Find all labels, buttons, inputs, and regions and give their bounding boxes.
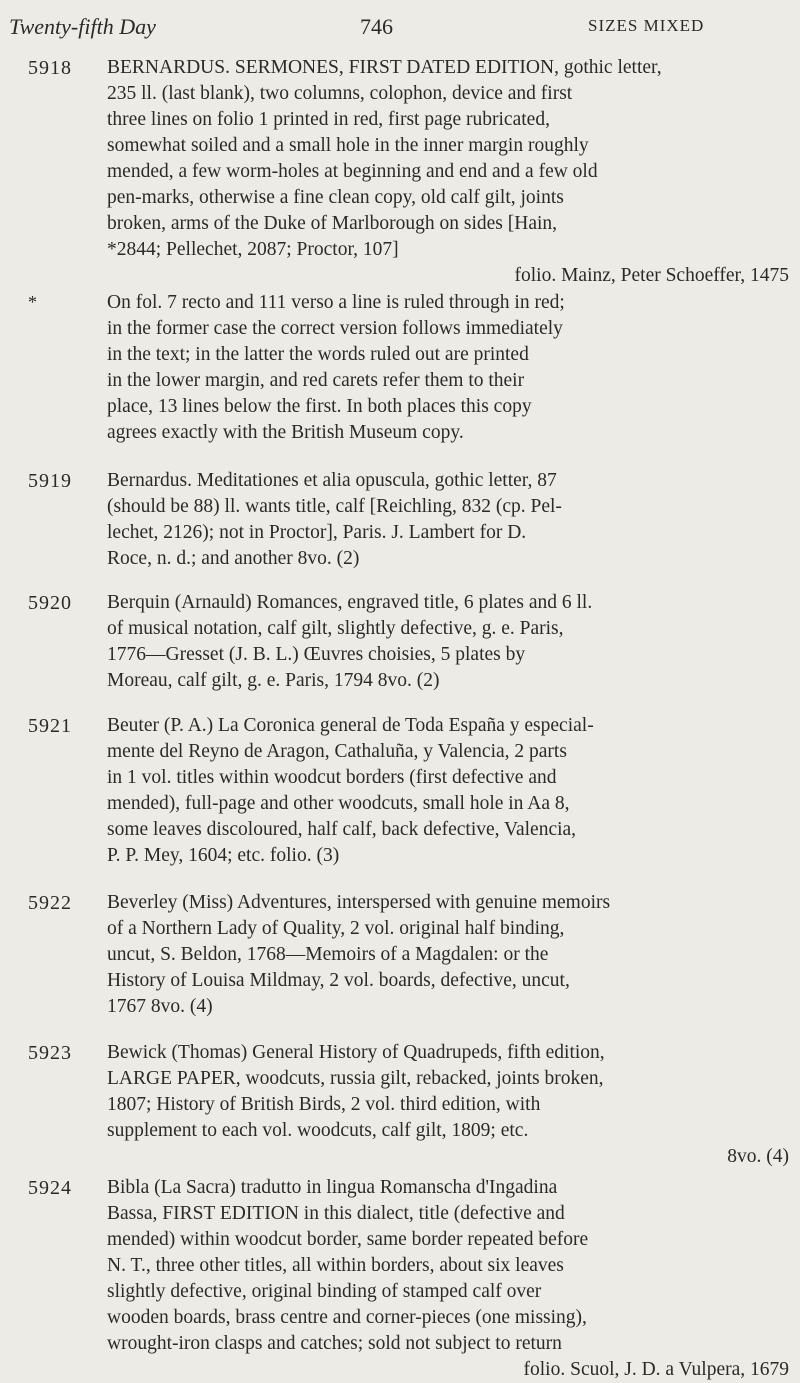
footnote-line: agrees exactly with the British Museum copy. — [107, 422, 464, 443]
description-line: 1776—Gresset (J. B. L.) Œuvres choisies, 5 plates by — [107, 644, 526, 665]
description-line: some leaves discoloured, half calf, back defective, Valencia, — [107, 819, 577, 840]
lot-description — [107, 713, 789, 869]
description-line: N. T., three other titles, all within borders, about six leaves — [107, 1255, 564, 1276]
format-line: 8vo. (4) — [727, 1146, 789, 1167]
lot-description — [107, 890, 789, 1020]
description-line: in 1 vol. titles within woodcut borders (first defective and — [107, 767, 557, 788]
footnote-line: in the lower margin, and red carets refer them to their — [107, 370, 525, 391]
description-line: (should be 88) ll. wants title, calf [Reichling, 832 (cp. Pel- — [107, 496, 562, 517]
lot-description — [107, 55, 789, 289]
page-header — [0, 10, 800, 42]
description-line: P. P. Mey, 1604; etc. folio. (3) — [107, 845, 340, 866]
page-number: 746 — [360, 14, 393, 39]
description-line: wrought-iron clasps and catches; sold not subject to return — [107, 1333, 562, 1354]
description-line: Beverley (Miss) Adventures, interspersed with genuine memoirs — [107, 892, 611, 913]
description-line: Moreau, calf gilt, g. e. Paris, 1794 8vo. (2) — [107, 670, 440, 691]
description-line: of a Northern Lady of Quality, 2 vol. original half binding, — [107, 918, 565, 939]
lot-description — [107, 1040, 789, 1170]
description-line: Beuter (P. A.) La Coronica general de Toda España y especial- — [107, 715, 594, 736]
format-imprint-line: folio. Scuol, J. D. a Vulpera, 1679 — [523, 1359, 789, 1380]
description-line: slightly defective, original binding of stamped calf over — [107, 1281, 542, 1302]
description-line: Bassa, FIRST EDITION in this dialect, title (defective and — [107, 1203, 565, 1224]
description-line: History of Louisa Mildmay, 2 vol. boards, defective, uncut, — [107, 970, 570, 991]
lot-number: 5924 — [28, 1177, 72, 1199]
lot-description — [107, 468, 789, 572]
description-line: wooden boards, brass centre and corner-pieces (one missing), — [107, 1307, 587, 1328]
description-line: Berquin (Arnauld) Romances, engraved title, 6 plates and 6 ll. — [107, 592, 593, 613]
description-line: somewhat soiled and a small hole in the inner margin roughly — [107, 135, 589, 156]
description-line: mente del Reyno de Aragon, Cathaluña, y Valencia, 2 parts — [107, 741, 567, 762]
description-line: LARGE PAPER, woodcuts, russia gilt, rebacked, joints broken, — [107, 1068, 604, 1089]
description-line: 1767 8vo. (4) — [107, 996, 213, 1017]
footnote-line: On fol. 7 recto and 111 verso a line is ruled through in red; — [107, 292, 565, 313]
footnote-asterisk-icon: * — [28, 292, 37, 312]
lot-number: 5918 — [28, 57, 72, 79]
description-line: Bibla (La Sacra) tradutto in lingua Romanscha d'Ingadina — [107, 1177, 558, 1198]
footnote-line: in the text; in the latter the words ruled out are printed — [107, 344, 529, 365]
description-line: three lines on folio 1 printed in red, first page rubricated, — [107, 109, 550, 130]
description-line: 235 ll. (last blank), two columns, colophon, device and first — [107, 83, 573, 104]
description-line: of musical notation, calf gilt, slightly defective, g. e. Paris, — [107, 618, 564, 639]
description-line: 1807; History of British Birds, 2 vol. third edition, with — [107, 1094, 541, 1115]
description-line: lechet, 2126); not in Proctor], Paris. J. Lambert for D. — [107, 522, 527, 543]
footnote-line: in the former case the correct version follows immediately — [107, 318, 563, 339]
lot-number: 5922 — [28, 892, 72, 914]
description-line: BERNARDUS. SERMONES, FIRST DATED EDITION, gothic letter, — [107, 57, 662, 78]
description-line: broken, arms of the Duke of Marlborough on sides [Hain, — [107, 213, 558, 234]
running-head-title: Twenty-fifth Day — [9, 14, 156, 39]
lot-description — [107, 1175, 789, 1383]
footnote-text — [107, 290, 789, 446]
description-line: Bewick (Thomas) General History of Quadrupeds, fifth edition, — [107, 1042, 605, 1063]
description-line: pen-marks, otherwise a fine clean copy, old calf gilt, joints — [107, 187, 564, 208]
running-head-section: SIZES MIXED — [588, 16, 705, 35]
footnote-line: place, 13 lines below the first. In both places this copy — [107, 396, 532, 417]
lot-number: 5920 — [28, 592, 72, 614]
description-line: mended, a few worm-holes at beginning and end and a few old — [107, 161, 598, 182]
description-line: mended) within woodcut border, same border repeated before — [107, 1229, 589, 1250]
description-line: supplement to each vol. woodcuts, calf gilt, 1809; etc. — [107, 1120, 529, 1141]
description-line: mended), full-page and other woodcuts, small hole in Aa 8, — [107, 793, 570, 814]
description-line: Roce, n. d.; and another 8vo. (2) — [107, 548, 360, 569]
lot-number: 5919 — [28, 470, 72, 492]
lot-description — [107, 590, 789, 694]
description-line: uncut, S. Beldon, 1768—Memoirs of a Magdalen: or the — [107, 944, 549, 965]
lot-number: 5921 — [28, 715, 72, 737]
description-line: *2844; Pellechet, 2087; Proctor, 107] — [107, 239, 399, 260]
format-imprint-line: folio. Mainz, Peter Schoeffer, 1475 — [514, 265, 789, 286]
description-line: Bernardus. Meditationes et alia opuscula, gothic letter, 87 — [107, 470, 557, 491]
lot-number: 5923 — [28, 1042, 72, 1064]
